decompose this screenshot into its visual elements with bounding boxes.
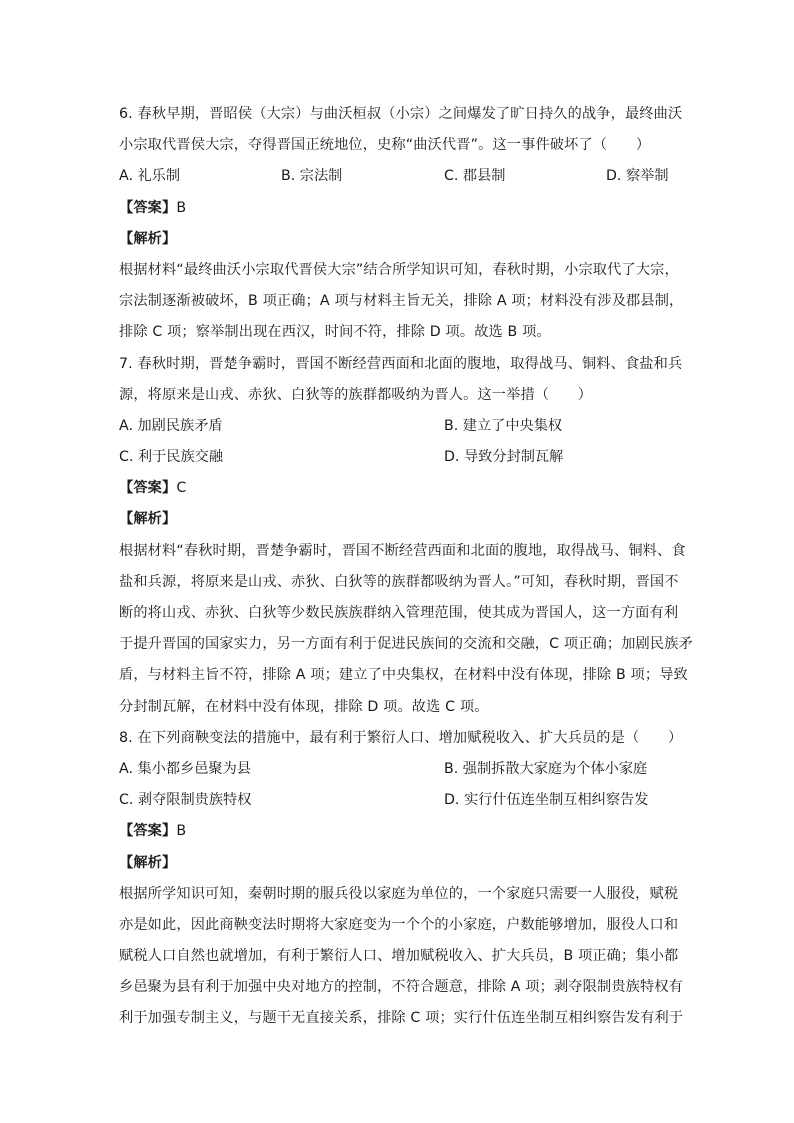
question-options-row: [119, 785, 675, 816]
question-options-row: [119, 442, 675, 473]
analysis-line: 利于加强专制主义，与题干无直接关系，排除 C 项；实行什伍连坐制互相纠察告发有利于: [119, 1010, 684, 1027]
question-6: [119, 99, 684, 349]
question-options: [119, 161, 675, 192]
question-options-row: [119, 754, 675, 785]
analysis-heading: [119, 848, 675, 879]
option-b: B. 宗法制: [281, 168, 343, 185]
answer-value: C: [176, 480, 187, 497]
analysis-line: 乡邑聚为县有利于加强中央对地方的控制，不符合题意，排除 A 项；剥夺限制贵族特权有: [119, 979, 684, 996]
analysis-line: 亦是如此，因此商鞅变法时期将大家庭变为一个个的小家庭，户数能够增加，服役人口和: [119, 916, 679, 933]
option-d: D. 实行什伍连坐制互相纠察告发: [444, 792, 649, 809]
question-stem-line: 6. 春秋早期，晋昭侯（大宗）与曲沃桓叔（小宗）之间爆发了旷日持久的战争，最终曲沃: [119, 106, 683, 122]
question-options-row: [119, 411, 675, 442]
option-d: D. 导致分封制瓦解: [444, 449, 564, 466]
analysis-line: 根据材料“春秋时期，晋楚争霸时，晋国不断经营西面和北面的腹地，取得战马、铜料、食: [119, 542, 686, 559]
analysis-line: 分封制瓦解，在材料中没有体现，排除 D 项。故选 C 项。: [119, 698, 489, 715]
analysis-line: 根据所学知识可知，秦朝时期的服兵役以家庭为单位的，一个家庭只需要一人服役，赋税: [119, 885, 679, 902]
question-stem-line: 小宗取代晋侯大宗，夺得晋国正统地位，史称“曲沃代晋”。这一事件破坏了（ ）: [119, 137, 651, 154]
answer-line: [119, 473, 675, 504]
analysis-line: 排除 C 项；察举制出现在西汉，时间不符，排除 D 项。故选 B 项。: [119, 324, 551, 341]
question-stem-line: 8. 在下列商鞅变法的措施中，最有利于繁衍人口、增加赋税收入、扩大兵员的是（ ）: [119, 729, 683, 746]
option-b: B. 建立了中央集权: [444, 417, 563, 434]
analysis-line: 根据材料“最终曲沃小宗取代晋侯大宗”结合所学知识可知，春秋时期，小宗取代了大宗，: [119, 261, 679, 278]
option-d: D. 察举制: [606, 168, 669, 185]
option-a: A. 礼乐制: [119, 168, 181, 185]
analysis-line: 于提升晋国的国家实力，另一方面有利于促进民族间的交流和交融，C 项正确；加剧民族矛: [119, 636, 693, 653]
answer-label: 【答案】: [119, 823, 177, 840]
question-stem-line: 源，将原来是山戎、赤狄、白狄等的族群都吸纳为晋人。这一举措（ ）: [119, 386, 593, 403]
analysis-line: 盐和兵源，将原来是山戎、赤狄、白狄等的族群都吸纳为晋人。”可知，春秋时期，晋国不: [119, 573, 679, 590]
answer-value: B: [176, 199, 187, 216]
option-c: C. 郡县制: [444, 168, 506, 185]
analysis-line: 宗法制逐渐被破坏，B 项正确；A 项与材料主旨无关，排除 A 项；材料没有涉及郡县制，: [119, 293, 684, 310]
option-a: A. 集小都乡邑聚为县: [119, 760, 251, 777]
document-page: [119, 99, 693, 1035]
analysis-line: 断的将山戎、赤狄、白狄等少数民族族群纳入管理范围，使其成为晋国人，这一方面有利: [119, 605, 679, 621]
answer-line: [119, 193, 675, 224]
analysis-line: 盾，与材料主旨不符，排除 A 项；建立了中央集权，在材料中没有体现，排除 B 项；导致: [119, 667, 688, 684]
option-c: C. 利于民族交融: [119, 449, 224, 466]
option-a: A. 加剧民族矛盾: [119, 417, 223, 434]
question-8: [119, 723, 684, 1035]
answer-value: B: [176, 823, 187, 840]
answer-line: [119, 816, 675, 847]
analysis-label: 【解析】: [119, 854, 177, 871]
analysis-heading: [119, 504, 675, 535]
analysis-label: 【解析】: [119, 511, 177, 528]
option-b: B. 强制拆散大家庭为个体小家庭: [444, 760, 648, 777]
analysis-line: 赋税人口自然也就增加，有利于繁衍人口、增加赋税收入、扩大兵员，B 项正确；集小都: [119, 948, 679, 965]
question-7: [119, 349, 693, 723]
answer-label: 【答案】: [119, 480, 177, 497]
analysis-label: 【解析】: [119, 230, 177, 247]
question-stem-line: 7. 春秋时期，晋楚争霸时，晋国不断经营西面和北面的腹地，取得战马、铜料、食盐和兵: [119, 355, 683, 372]
analysis-heading: [119, 224, 675, 255]
answer-label: 【答案】: [119, 199, 177, 216]
option-c: C. 剥夺限制贵族特权: [119, 792, 252, 809]
